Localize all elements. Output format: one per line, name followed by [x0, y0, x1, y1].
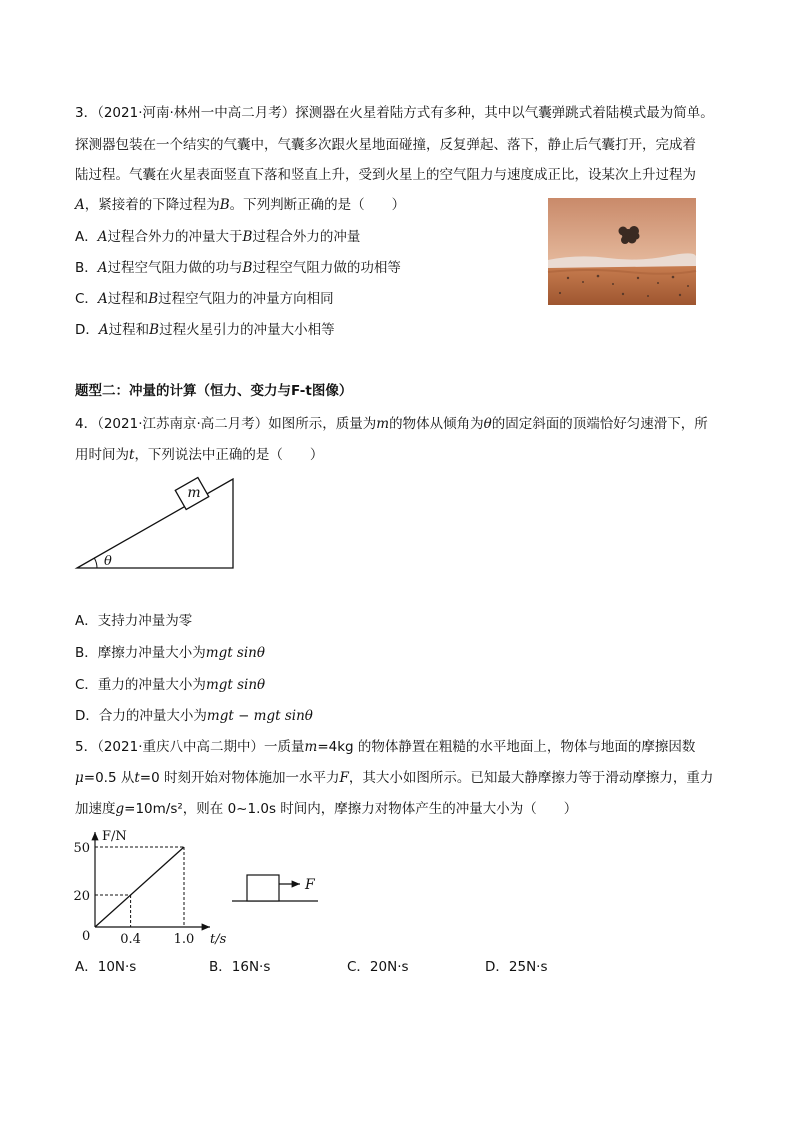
y-tick-label-20: 20: [73, 889, 90, 904]
q5-line1-text2: =4kg 的物体静置在粗糙的水平地面上，物体与地面的摩擦因数: [317, 739, 696, 755]
q3-option-c[interactable]: [75, 289, 334, 309]
q4-line1-text2: 的物体从倾角为: [389, 416, 484, 432]
q4-opt-d-text: D．合力的冲量大小为: [75, 708, 207, 724]
q5-line2-text2: =0 时刻开始对物体施加一水平力: [139, 770, 340, 786]
ft-chart: [70, 822, 230, 947]
q4-option-c[interactable]: [75, 675, 265, 695]
q4-line2-text2: ，下列说法中正确的是（ ）: [134, 447, 324, 463]
q3-line4-text: ，紧接着的下降过程为: [84, 197, 220, 213]
q5-line2-text: =0.5 从: [83, 770, 135, 786]
q3-option-a[interactable]: [75, 227, 360, 247]
q5-option-b[interactable]: B．16N·s: [209, 959, 271, 975]
q4-line2-text: 用时间为: [75, 447, 129, 463]
q4-option-d[interactable]: [75, 706, 313, 726]
q5-line3-text: 加速度: [75, 801, 116, 817]
x-axis-label: t/s: [210, 932, 227, 947]
q3-opt-c-letter: C．: [75, 291, 98, 307]
q4-opt-d-formula: mgt − mgt sinθ: [206, 708, 313, 724]
series-line: [95, 847, 184, 927]
q3-option-b[interactable]: [75, 258, 401, 278]
q5-option-d[interactable]: D．25N·s: [485, 959, 548, 975]
mass-label: m: [187, 485, 201, 501]
y-axis-label: F/N: [102, 829, 127, 844]
q4-var-t: t: [129, 447, 135, 463]
q5-var-t: t: [134, 770, 140, 786]
q5-line-2: [75, 768, 713, 788]
incline-triangle: [77, 479, 233, 568]
q5-var-g: g: [115, 801, 125, 817]
q3-opt-b-text2: 过程空气阻力做的功相等: [252, 260, 401, 276]
angle-arc: [94, 558, 97, 568]
q3-opt-a-text1: 过程合外力的冲量大于: [107, 229, 243, 245]
block: [247, 875, 279, 901]
q4-line1-text3: 的固定斜面的顶端恰好匀速滑下，所: [491, 416, 708, 432]
q3-line-3: 陆过程。气囊在火星表面竖直下落和竖直上升，受到火星上的空气阻力与速度成正比，设某次上升过程为: [75, 167, 696, 183]
incline-diagram: [70, 472, 240, 576]
q3-opt-d-var1: A: [98, 322, 109, 338]
q4-opt-b-text: B．摩擦力冲量大小为: [75, 645, 206, 661]
q3-opt-d-var2: B: [149, 322, 160, 338]
origin-label: 0: [82, 929, 91, 944]
q3-opt-b-var1: A: [97, 260, 108, 276]
force-label: F: [305, 877, 315, 893]
q5-var-m: m: [304, 739, 318, 755]
q4-line-1: [75, 414, 708, 434]
x-tick-label-1.0: 1.0: [173, 932, 195, 947]
q3-opt-b-letter: B．: [75, 260, 98, 276]
q5-option-a[interactable]: A．10N·s: [75, 959, 137, 975]
q4-var-theta: θ: [483, 416, 492, 432]
q3-opt-d-letter: D．: [75, 322, 99, 338]
q5-var-f: F: [339, 770, 349, 786]
q3-opt-a-var1: A: [97, 229, 108, 245]
q5-line-3: [75, 799, 577, 819]
q3-opt-c-var2: B: [148, 291, 159, 307]
section-title: 题型二：冲量的计算（恒力、变力与F-t图像）: [75, 383, 353, 399]
q3-opt-a-text2: 过程合外力的冲量: [252, 229, 361, 245]
q4-option-b[interactable]: [75, 643, 265, 663]
angle-label: θ: [104, 554, 112, 569]
q4-line1-text: 4．（2021·江苏南京·高二月考）如图所示，质量为: [75, 416, 377, 432]
q3-var-b: B: [219, 197, 230, 213]
q3-var-a: A: [75, 197, 85, 213]
q3-line-1: 3．（2021·河南·林州一中高二月考）探测器在火星着陆方式有多种，其中以气囊弹跳式着陆模式最为简单。: [75, 105, 714, 121]
q5-line2-text3: ，其大小如图所示。已知最大静摩擦力等于滑动摩擦力，重力: [348, 770, 714, 786]
q4-line-2: [75, 445, 323, 465]
q3-opt-d-text1: 过程和: [108, 322, 150, 338]
q3-line-2: 探测器包装在一个结实的气囊中，气囊多次跟火星地面碰撞，反复弹起、落下，静止后气囊打开，完成着: [75, 137, 696, 153]
q3-opt-d-text2: 过程火星引力的冲量大小相等: [159, 322, 335, 338]
y-tick-label-50: 50: [73, 841, 90, 856]
q4-option-a[interactable]: A．支持力冲量为零: [75, 613, 193, 629]
q3-opt-c-text2: 过程空气阻力的冲量方向相同: [158, 291, 334, 307]
q5-line-1: [75, 737, 695, 757]
block-force-diagram: [230, 865, 330, 910]
q3-option-d[interactable]: [75, 320, 335, 340]
q3-opt-c-var1: A: [97, 291, 108, 307]
q3-line4-end: 。下列判断正确的是（ ）: [229, 197, 406, 213]
q3-opt-b-var2: B: [242, 260, 253, 276]
q5-var-mu: μ: [75, 770, 84, 786]
q3-opt-a-var2: B: [242, 229, 253, 245]
q4-var-m: m: [376, 416, 390, 432]
q3-line-4: [75, 195, 405, 215]
q5-option-c[interactable]: C．20N·s: [347, 959, 409, 975]
q5-line3-text2: =10m/s²，则在 0~1.0s 时间内，摩擦力对物体产生的冲量大小为（ ）: [124, 801, 578, 817]
mars-landing-photo: [548, 198, 696, 305]
q5-line1-text: 5．（2021·重庆八中高二期中）一质量: [75, 739, 305, 755]
x-tick-label-0.4: 0.4: [120, 932, 141, 947]
q4-opt-b-formula: mgt sinθ: [205, 645, 265, 661]
q3-opt-c-text1: 过程和: [107, 291, 149, 307]
q3-opt-b-text1: 过程空气阻力做的功与: [107, 260, 243, 276]
q4-opt-c-text: C．重力的冲量大小为: [75, 677, 206, 693]
q3-opt-a-letter: A．: [75, 229, 98, 245]
q4-opt-c-formula: mgt sinθ: [205, 677, 266, 693]
